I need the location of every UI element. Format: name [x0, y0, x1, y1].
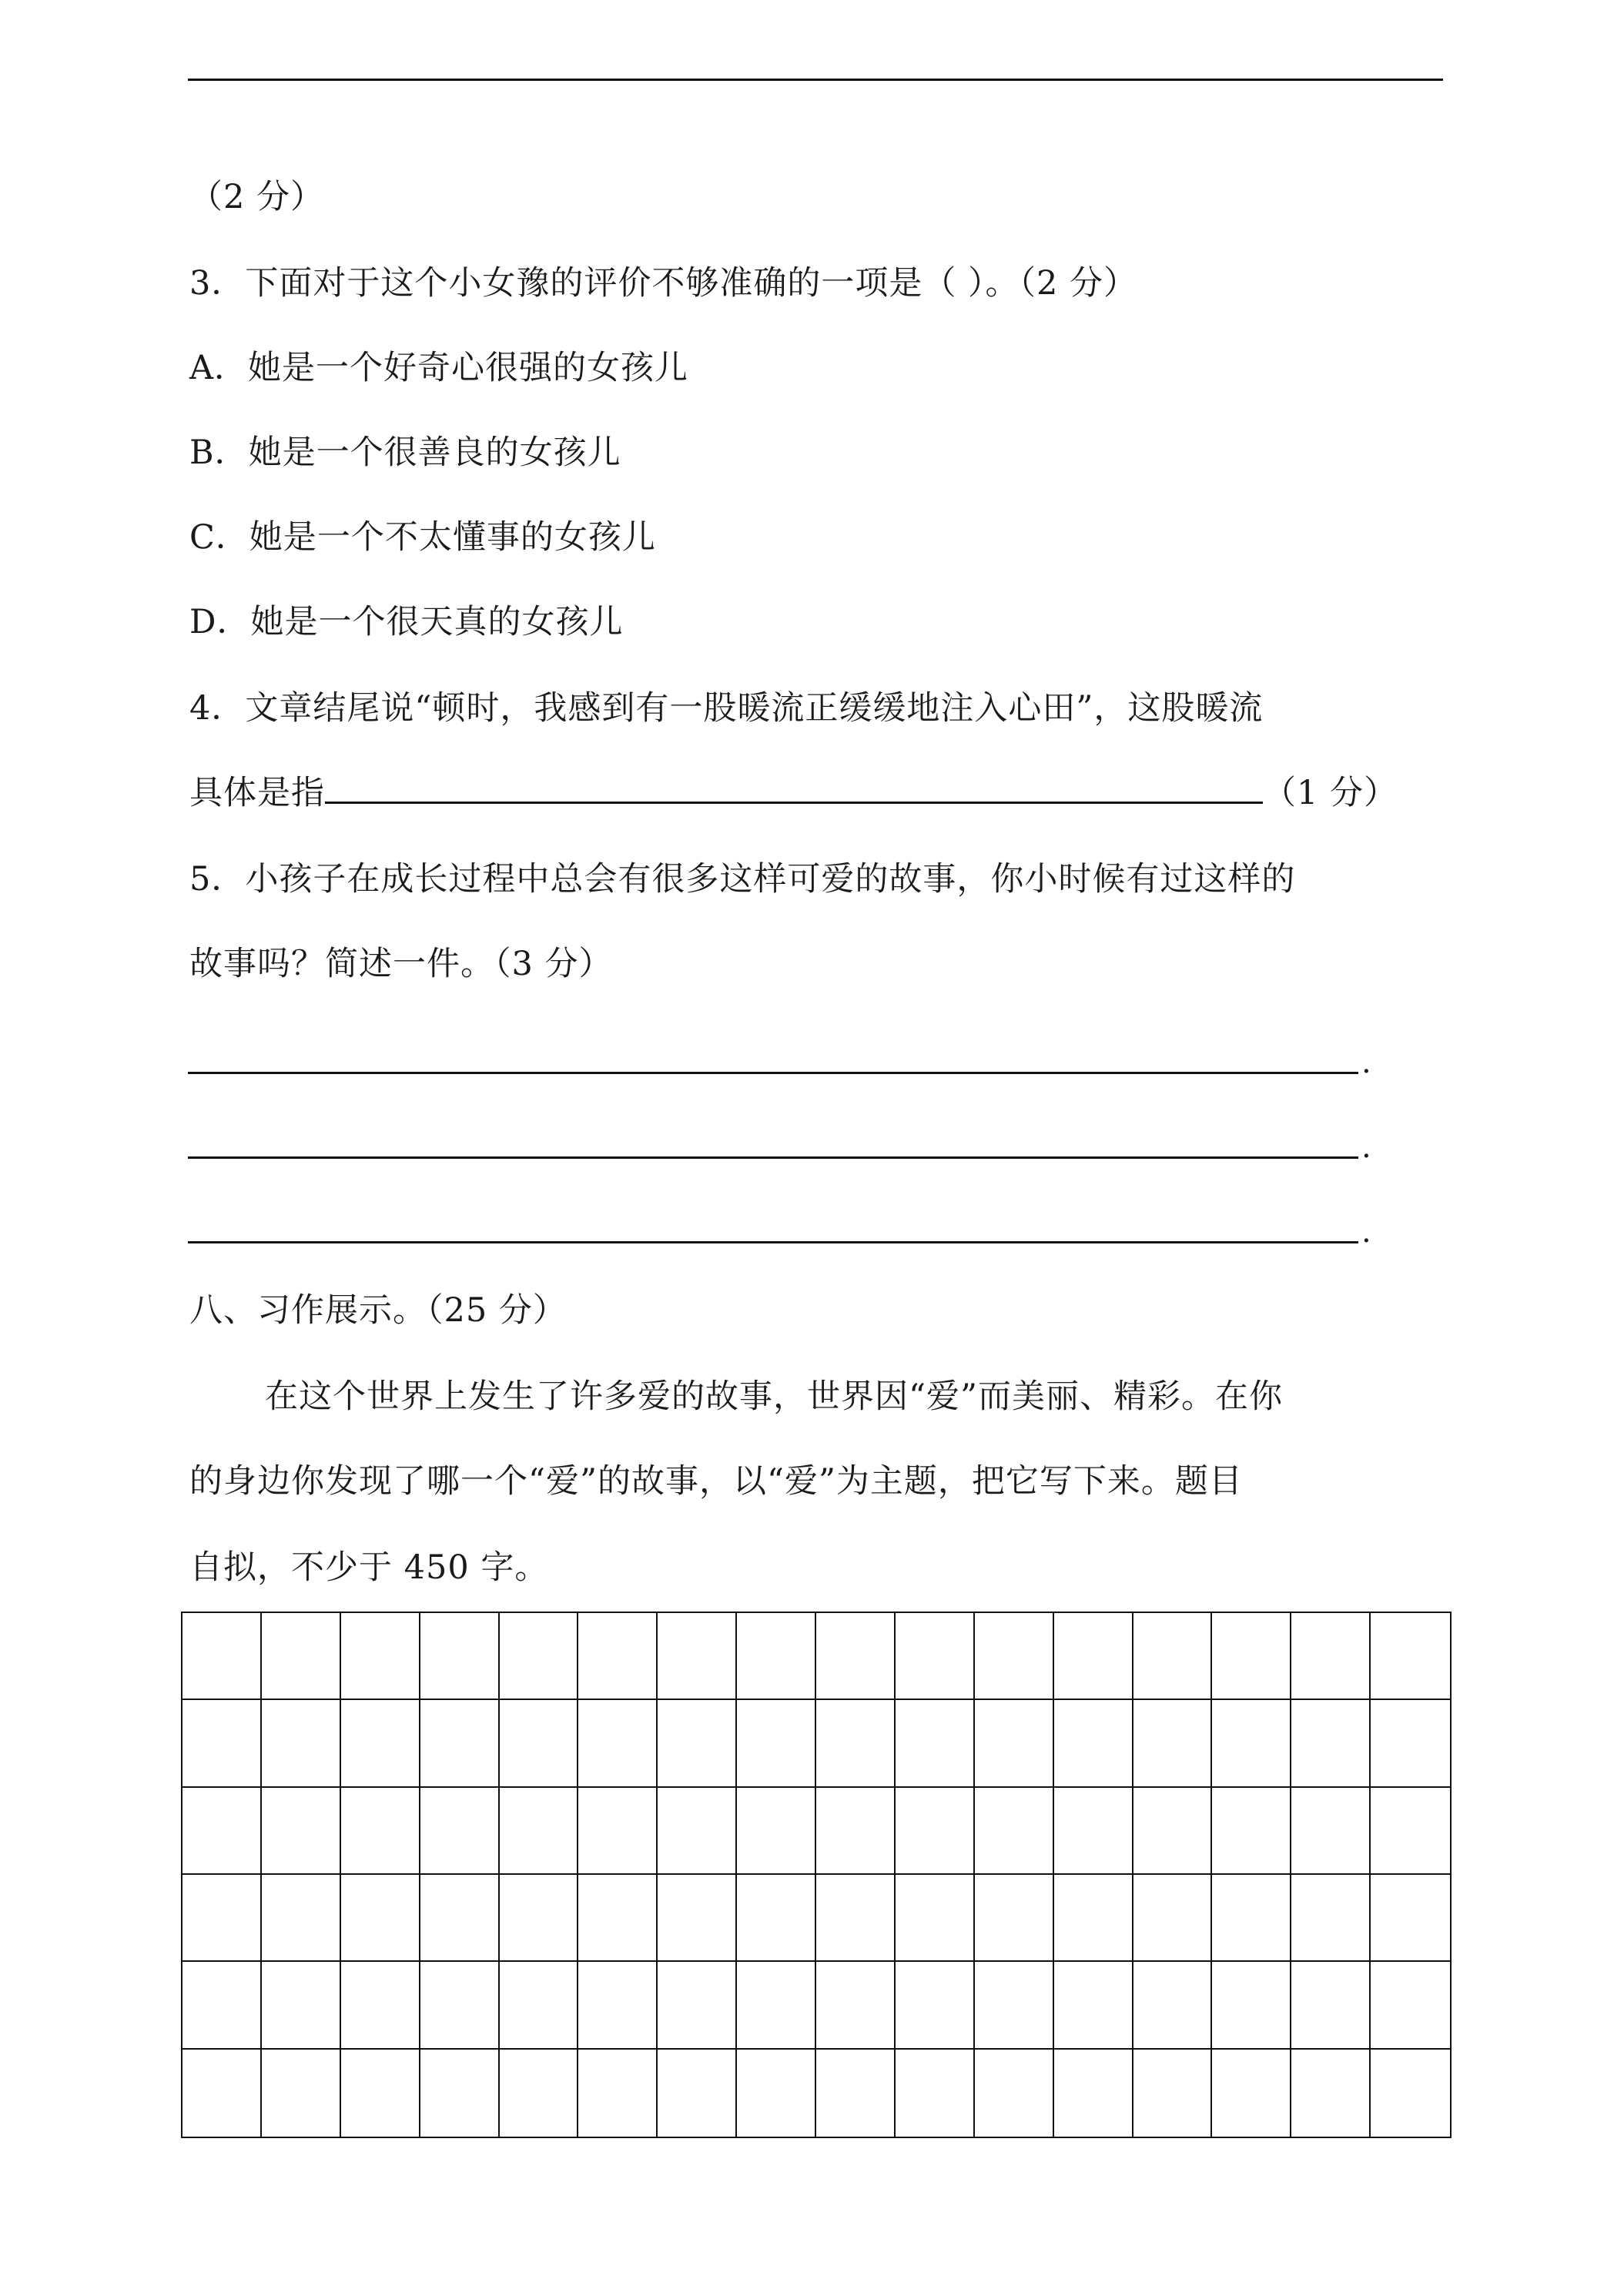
grid-cell[interactable]	[896, 1962, 975, 2049]
grid-cell[interactable]	[896, 1788, 975, 1875]
grid-cell[interactable]	[578, 1962, 658, 2049]
grid-cell[interactable]	[1133, 1962, 1213, 2049]
section8-prompt-line1: 在这个世界上发生了许多爱的故事，世界因“爱”而美丽、精彩。在你	[265, 1377, 1283, 1416]
grid-cell[interactable]	[578, 1700, 658, 1787]
grid-cell[interactable]	[816, 2050, 896, 2137]
q5-answer-line-2[interactable]	[188, 1156, 1358, 1159]
grid-cell[interactable]	[1291, 1788, 1371, 1875]
grid-cell[interactable]	[975, 1962, 1054, 2049]
header-rule	[188, 79, 1443, 81]
grid-cell[interactable]	[1054, 1875, 1133, 1962]
section8-heading: 八、习作展示。（25 分）	[189, 1291, 567, 1330]
grid-cell[interactable]	[341, 2050, 420, 2137]
q2-score-tail: （2 分）	[189, 178, 325, 216]
grid-cell[interactable]	[975, 2050, 1054, 2137]
grid-cell[interactable]	[420, 1875, 500, 1962]
grid-cell[interactable]	[262, 1700, 341, 1787]
section8-prompt-line2: 的身边你发现了哪一个“爱”的故事，以“爱”为主题，把它写下来。题目	[189, 1462, 1243, 1501]
grid-cell[interactable]	[816, 1875, 896, 1962]
section8-prompt-line3: 自拟，不少于 450 字。	[189, 1548, 549, 1587]
grid-cell[interactable]	[896, 2050, 975, 2137]
grid-cell[interactable]	[1291, 1613, 1371, 1700]
grid-cell[interactable]	[341, 1700, 420, 1787]
grid-cell[interactable]	[975, 1613, 1054, 1700]
q5-line2: 故事吗？简述一件。（3 分）	[189, 945, 613, 983]
grid-cell[interactable]	[1371, 1700, 1450, 1787]
q3-option-a[interactable]: A．她是一个好奇心很强的女孩儿	[189, 349, 689, 387]
grid-cell[interactable]	[341, 1962, 420, 2049]
grid-cell[interactable]	[578, 1875, 658, 1962]
grid-cell[interactable]	[737, 2050, 816, 2137]
grid-cell[interactable]	[182, 2050, 262, 2137]
q4-answer-blank[interactable]	[325, 802, 1263, 804]
grid-cell[interactable]	[1054, 1613, 1133, 1700]
grid-cell[interactable]	[1133, 2050, 1213, 2137]
grid-cell[interactable]	[1212, 1962, 1291, 2049]
grid-cell[interactable]	[1291, 1962, 1371, 2049]
grid-cell[interactable]	[1054, 1962, 1133, 2049]
grid-cell[interactable]	[1291, 2050, 1371, 2137]
grid-cell[interactable]	[341, 1788, 420, 1875]
grid-cell[interactable]	[1371, 2050, 1450, 2137]
q3-stem: 3．下面对于这个小女豫的评价不够准确的一项是（ ）。（2 分）	[189, 264, 1138, 303]
grid-cell[interactable]	[1212, 1700, 1291, 1787]
q4-prefix: 具体是指	[189, 774, 325, 812]
grid-cell[interactable]	[500, 1788, 579, 1875]
grid-cell[interactable]	[1371, 1962, 1450, 2049]
grid-cell[interactable]	[420, 1788, 500, 1875]
grid-cell[interactable]	[658, 2050, 737, 2137]
grid-cell[interactable]	[1291, 1700, 1371, 1787]
grid-cell[interactable]	[1371, 1613, 1450, 1700]
grid-cell[interactable]	[658, 1875, 737, 1962]
grid-cell[interactable]	[500, 1700, 579, 1787]
grid-cell[interactable]	[1054, 1788, 1133, 1875]
grid-cell[interactable]	[1133, 1700, 1213, 1787]
grid-cell[interactable]	[420, 1613, 500, 1700]
grid-cell[interactable]	[578, 1788, 658, 1875]
grid-cell[interactable]	[1212, 2050, 1291, 2137]
grid-cell[interactable]	[500, 1962, 579, 2049]
q5-answer-line-1-end: .	[1361, 1045, 1371, 1080]
q3-option-d[interactable]: D．她是一个很天真的女孩儿	[189, 603, 624, 641]
grid-cell[interactable]	[737, 1700, 816, 1787]
grid-cell[interactable]	[1291, 1875, 1371, 1962]
grid-cell[interactable]	[737, 1788, 816, 1875]
grid-cell[interactable]	[1212, 1788, 1291, 1875]
grid-cell[interactable]	[737, 1962, 816, 2049]
grid-cell[interactable]	[1054, 2050, 1133, 2137]
grid-cell[interactable]	[896, 1700, 975, 1787]
grid-cell[interactable]	[1212, 1613, 1291, 1700]
grid-cell[interactable]	[578, 2050, 658, 2137]
grid-cell[interactable]	[1212, 1875, 1291, 1962]
grid-cell[interactable]	[1371, 1875, 1450, 1962]
grid-cell[interactable]	[816, 1613, 896, 1700]
grid-cell[interactable]	[896, 1613, 975, 1700]
grid-cell[interactable]	[500, 1875, 579, 1962]
grid-cell[interactable]	[420, 2050, 500, 2137]
q3-option-c[interactable]: C．她是一个不太懂事的女孩儿	[189, 518, 656, 557]
grid-cell[interactable]	[816, 1962, 896, 2049]
q4-line1: 4．文章结尾说“顿时，我感到有一股暖流正缓缓地注入心田”，这股暖流	[189, 689, 1264, 728]
grid-cell[interactable]	[420, 1700, 500, 1787]
grid-cell[interactable]	[816, 1700, 896, 1787]
grid-cell[interactable]	[341, 1613, 420, 1700]
grid-cell[interactable]	[341, 1875, 420, 1962]
grid-cell[interactable]	[578, 1613, 658, 1700]
grid-cell[interactable]	[420, 1962, 500, 2049]
grid-cell[interactable]	[737, 1613, 816, 1700]
q5-answer-line-1[interactable]	[188, 1072, 1358, 1074]
q5-answer-line-3[interactable]	[188, 1241, 1358, 1243]
grid-cell[interactable]	[1133, 1875, 1213, 1962]
grid-cell[interactable]	[182, 1788, 262, 1875]
grid-cell[interactable]	[896, 1875, 975, 1962]
grid-cell[interactable]	[262, 1962, 341, 2049]
grid-cell[interactable]	[975, 1788, 1054, 1875]
grid-cell[interactable]	[975, 1875, 1054, 1962]
q5-answer-line-2-end: .	[1361, 1130, 1371, 1165]
grid-cell[interactable]	[737, 1875, 816, 1962]
grid-cell[interactable]	[262, 1613, 341, 1700]
grid-cell[interactable]	[658, 1788, 737, 1875]
q5-line1: 5．小孩子在成长过程中总会有很多这样可爱的故事，你小时候有过这样的	[189, 860, 1296, 899]
grid-cell[interactable]	[262, 1875, 341, 1962]
grid-cell[interactable]	[658, 1962, 737, 2049]
q4-line2	[189, 770, 1398, 816]
grid-cell[interactable]	[658, 1613, 737, 1700]
grid-cell[interactable]	[182, 1875, 262, 1962]
grid-cell[interactable]	[500, 1613, 579, 1700]
grid-cell[interactable]	[182, 1700, 262, 1787]
q4-score: （1 分）	[1263, 774, 1398, 812]
grid-cell[interactable]	[1054, 1700, 1133, 1787]
writing-grid	[181, 1612, 1452, 2138]
grid-cell[interactable]	[262, 1788, 341, 1875]
grid-cell[interactable]	[975, 1700, 1054, 1787]
q5-answer-line-3-end: .	[1361, 1214, 1371, 1250]
grid-cell[interactable]	[1371, 1788, 1450, 1875]
grid-cell[interactable]	[182, 1962, 262, 2049]
grid-cell[interactable]	[1133, 1613, 1213, 1700]
grid-cell[interactable]	[262, 2050, 341, 2137]
q3-option-b[interactable]: B．她是一个很善良的女孩儿	[189, 433, 621, 472]
grid-cell[interactable]	[182, 1613, 262, 1700]
grid-cell[interactable]	[658, 1700, 737, 1787]
grid-cell[interactable]	[500, 2050, 579, 2137]
grid-cell[interactable]	[1133, 1788, 1213, 1875]
grid-cell[interactable]	[816, 1788, 896, 1875]
